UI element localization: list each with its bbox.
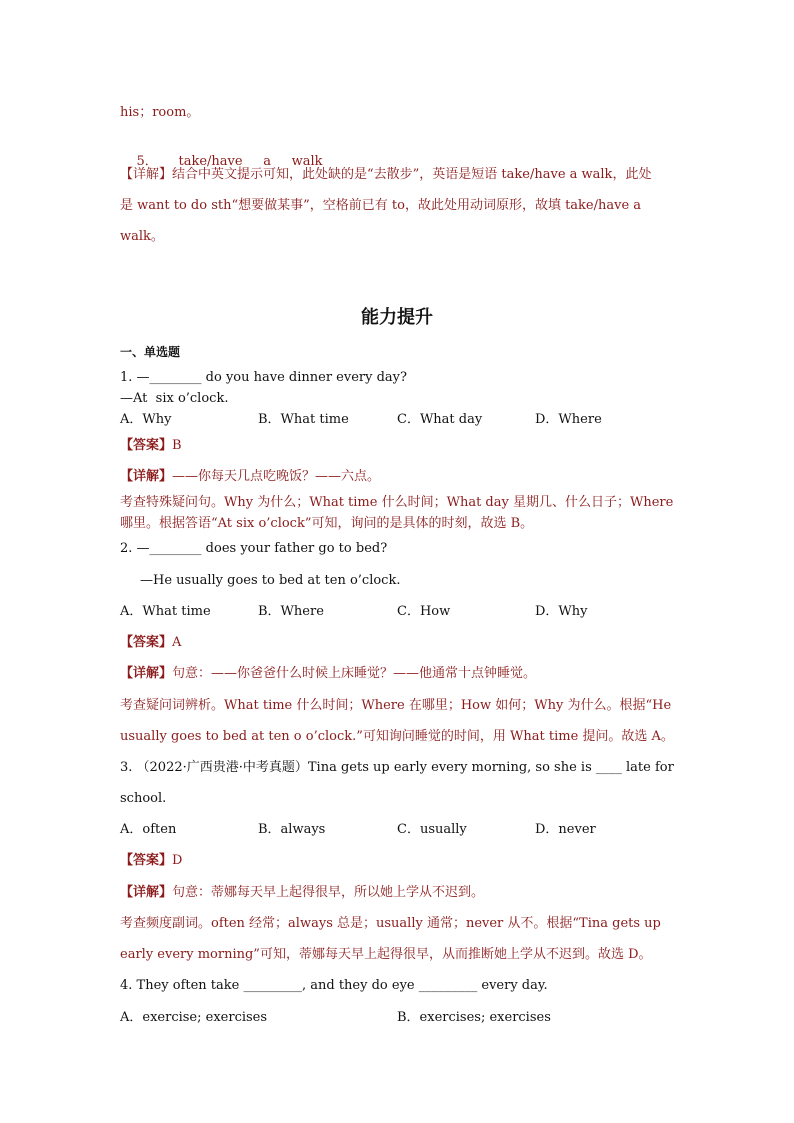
question-3-stem: 3. （2022·广西贵港·中考真题）Tina gets up early every morning, so she is ____ late for [120,760,674,775]
detail-text: ——你每天几点吃晚饭？——六点。 [172,469,381,484]
option-c: C．How [397,604,451,619]
detail-line: 【详解】结合中英文提示可知，此处缺的是“去散步”，英语是短语 take/have a walk，此处 [120,167,652,182]
item-number: 5． [136,154,158,169]
option-b: B．What time [258,412,349,427]
answer-value: B [172,438,182,453]
detail-label: 【详解】 [120,666,173,681]
detail-line: walk。 [120,229,164,244]
detail-line: 哪里。根据答语“At six o’clock”可知，询问的是具体的时刻，故选 B。 [120,516,534,531]
question-4-stem: 4. They often take _________, and they do eye _________ every day. [120,978,548,993]
detail-line [120,884,484,902]
prev-answer-line: his；room。 [120,105,200,120]
detail-line: 考查疑问词辨析。What time 什么时间；Where 在哪里；How 如何；Why 为什么。根据“He [120,698,672,713]
question-2-stem: 2. —________ does your father go to bed? [120,541,388,556]
section-subtitle: 一、单选题 [120,345,181,359]
option-a: A．What time [120,604,211,619]
question-1-stem: 1. —________ do you have dinner every day? [120,370,407,385]
detail-line [120,468,380,486]
option-a: A．exercise; exercises [120,1010,268,1025]
item-answer: take/have a walk [178,154,323,169]
detail-label: 【详解】 [120,469,173,484]
question-2-reply: —He usually goes to bed at ten o’clock. [140,573,401,588]
option-c: C．What day [397,412,483,427]
option-b: B．exercises; exercises [397,1010,551,1025]
detail-line: usually goes to bed at ten o o’clock.”可知询问睡觉的时间，用 What time 提问。故选 A。 [120,729,674,744]
option-a: A．often [120,822,177,837]
detail-label: 【详解】 [120,885,173,900]
option-d: D．Why [535,604,588,619]
detail-text: 句意：蒂娜每天早上起得很早，所以她上学从不迟到。 [172,885,485,900]
option-d: D．Where [535,412,602,427]
option-b: B．Where [258,604,324,619]
answer-value: D [172,853,183,868]
option-c: C．usually [397,822,467,837]
answer-line [120,852,182,870]
answer-label: 【答案】 [120,635,173,650]
detail-line: 考查频度副词。often 经常；always 总是；usually 通常；never 从不。根据“Tina gets up [120,916,661,931]
option-d: D．never [535,822,596,837]
answer-line [120,437,182,455]
option-a: A．Why [120,412,172,427]
answer-label: 【答案】 [120,438,173,453]
answer-label: 【答案】 [120,853,173,868]
question-3-stem-cont: school. [120,791,167,806]
detail-line: 是 want to do sth“想要做某事”，空格前已有 to，故此处用动词原形，故填 take/have a [120,198,642,213]
answer-value: A [172,635,182,650]
detail-line [120,665,536,683]
section-title: 能力提升 [361,307,433,328]
option-b: B．always [258,822,326,837]
detail-line: early every morning”可知，蒂娜每天早上起得很早，从而推断她上学从不迟到。故选 D。 [120,947,652,962]
detail-text: 句意：——你爸爸什么时候上床睡觉？——他通常十点钟睡觉。 [172,666,537,681]
question-1-reply: —At six o’clock. [120,391,229,406]
detail-line: 考查特殊疑问句。Why 为什么；What time 什么时间；What day 星期几、什么日子；Where [120,495,674,510]
answer-line [120,634,181,652]
